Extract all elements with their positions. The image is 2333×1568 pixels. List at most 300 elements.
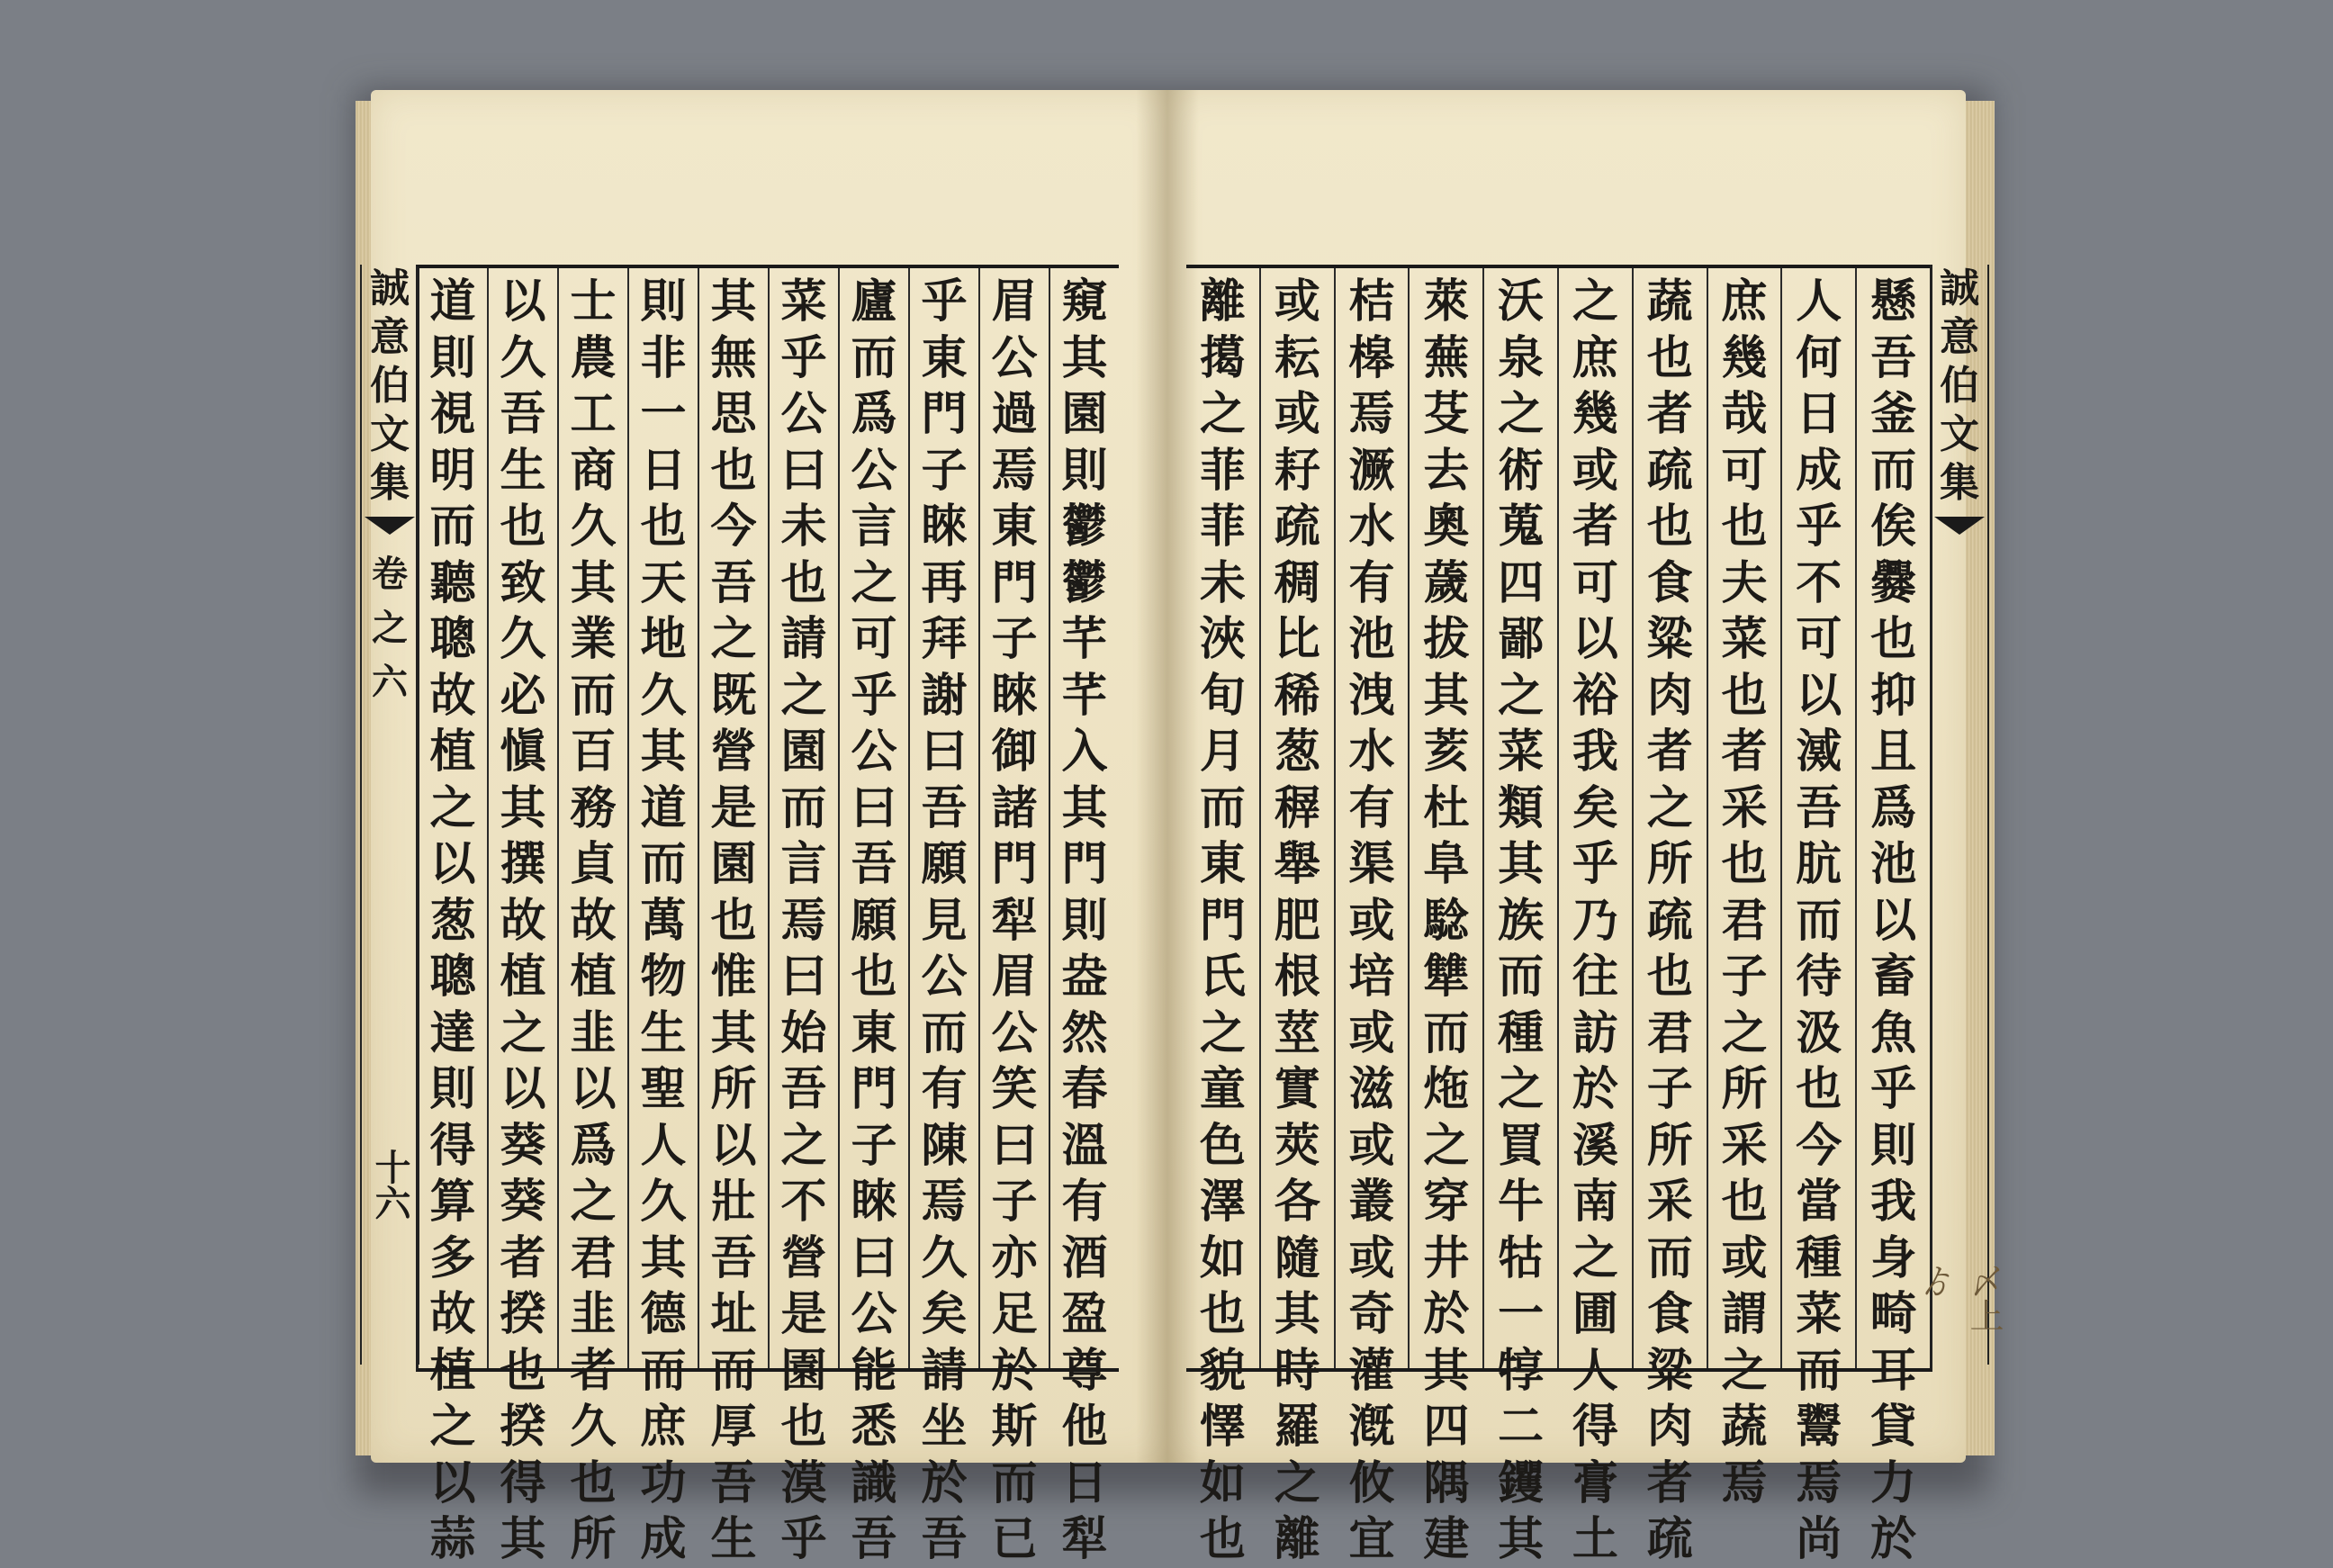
left-text-char: 故 <box>429 668 476 723</box>
right-text-char: 離 <box>1199 275 1246 329</box>
left-text-char: 門 <box>1061 837 1108 891</box>
right-text-char: 蒐 <box>1498 500 1545 554</box>
left-text-char: 然 <box>1061 1005 1108 1060</box>
right-text-char: 之 <box>1572 275 1618 329</box>
left-text-char: 久 <box>640 1175 687 1229</box>
left-text-char: 門 <box>851 1062 897 1116</box>
left-text-char: 窺 <box>1061 275 1108 329</box>
left-text-char: 之 <box>780 668 827 723</box>
right-text-char: 渠 <box>1348 837 1395 891</box>
left-text-char: 愼 <box>500 725 546 779</box>
left-text-char: 謝 <box>921 668 968 723</box>
right-text-char: 肮 <box>1796 837 1842 891</box>
left-text-char: 過 <box>991 387 1038 441</box>
right-text-char: 舉 <box>1274 837 1320 891</box>
right-text-char: 洩 <box>1348 668 1395 723</box>
left-text-char: 厚 <box>710 1400 757 1454</box>
right-text-char: 四 <box>1423 1400 1470 1454</box>
left-text-char: 君 <box>570 1230 617 1285</box>
right-text-char: 魚 <box>1870 1005 1917 1060</box>
right-text-char: 懌 <box>1199 1400 1246 1454</box>
right-text-column <box>1482 268 1557 1566</box>
left-text-char: 則 <box>1061 893 1108 948</box>
left-text-char: 蒜 <box>429 1512 476 1566</box>
left-text-char: 久 <box>570 1400 617 1454</box>
right-text-char: 薉 <box>1423 555 1470 610</box>
right-text-char: 或 <box>1348 1005 1395 1060</box>
right-text-char: 之 <box>1274 1455 1320 1510</box>
right-text-char: 爨 <box>1870 555 1917 610</box>
right-text-char: 吾 <box>1796 780 1842 835</box>
left-page-text-frame <box>416 265 1119 1566</box>
right-text-char: 培 <box>1348 950 1395 1004</box>
left-text-char: 其 <box>500 1512 546 1566</box>
right-text-char: 疏 <box>1646 893 1693 948</box>
right-text-char: 疏 <box>1646 1512 1693 1566</box>
left-text-char: 所 <box>710 1062 757 1116</box>
left-text-char: 芊 <box>1061 612 1108 666</box>
left-text-char: 子 <box>921 443 968 498</box>
right-text-char: 也 <box>1721 837 1768 891</box>
left-text-char: 吾 <box>851 837 897 891</box>
right-text-char: 汲 <box>1796 1005 1842 1060</box>
volume-char: 卷 <box>372 553 408 595</box>
right-text-char: 者 <box>1646 387 1693 441</box>
left-text-char: 其 <box>710 275 757 329</box>
right-title-char: 意 <box>1940 314 1979 360</box>
left-text-char: 以 <box>710 1118 757 1173</box>
right-text-char: 可 <box>1721 443 1768 498</box>
left-text-char: 思 <box>710 387 757 441</box>
right-text-char: 㵄 <box>1796 725 1842 779</box>
left-text-char: 揆 <box>500 1287 546 1341</box>
right-text-char: 於 <box>1870 1512 1917 1566</box>
left-text-char: 久 <box>570 500 617 554</box>
left-text-char: 公 <box>780 387 827 441</box>
left-text-char: 門 <box>921 387 968 441</box>
right-text-char: 幾 <box>1572 387 1618 441</box>
left-text-char: 則 <box>429 330 476 385</box>
left-text-char: 睞 <box>921 500 968 554</box>
left-text-column <box>978 268 1049 1566</box>
right-text-char: 吾 <box>1870 330 1917 385</box>
right-text-char: 穿 <box>1423 1175 1470 1229</box>
left-text-char: 視 <box>429 387 476 441</box>
left-text-char: 之 <box>851 555 897 610</box>
left-text-char: 韭 <box>570 1287 617 1341</box>
left-text-char: 有 <box>921 1062 968 1116</box>
right-text-char: 灌 <box>1348 1343 1395 1398</box>
right-text-char: 鬻 <box>1796 1400 1842 1454</box>
right-text-char: 之 <box>1498 387 1545 441</box>
left-text-char: 植 <box>500 950 546 1004</box>
left-text-char: 也 <box>500 500 546 554</box>
right-text-char: 爲 <box>1870 780 1917 835</box>
right-text-char: 萊 <box>1423 275 1470 329</box>
right-title-char: 文 <box>1940 411 1979 457</box>
left-text-char: 言 <box>780 837 827 891</box>
left-text-char: 睞 <box>851 1175 897 1229</box>
right-text-char: 溪 <box>1572 1118 1618 1173</box>
left-text-char: 日 <box>1061 1455 1108 1510</box>
left-text-char: 其 <box>640 1230 687 1285</box>
left-text-char: 既 <box>710 668 757 723</box>
left-text-char: 尊 <box>1061 1343 1108 1398</box>
left-text-char: 他 <box>1061 1400 1108 1454</box>
right-text-char: 各 <box>1274 1175 1320 1229</box>
left-title-char: 集 <box>370 460 410 506</box>
left-text-char: 德 <box>640 1287 687 1341</box>
left-text-char: 能 <box>851 1343 897 1398</box>
left-text-char: 其 <box>500 780 546 835</box>
right-text-char: 之 <box>1498 668 1545 723</box>
left-text-char: 惟 <box>710 950 757 1004</box>
right-text-char: 钁 <box>1498 1455 1545 1510</box>
left-text-char: 乎 <box>780 330 827 385</box>
left-text-char: 再 <box>921 555 968 610</box>
right-text-char: 訪 <box>1572 1005 1618 1060</box>
right-text-char: 身 <box>1870 1230 1917 1285</box>
left-text-char: 公 <box>851 1287 897 1341</box>
right-text-char: 者 <box>1646 1455 1693 1510</box>
left-text-char: 爲 <box>570 1118 617 1173</box>
left-text-char: 漠 <box>780 1455 827 1510</box>
left-text-char: 以 <box>500 275 546 329</box>
left-text-char: 是 <box>710 780 757 835</box>
left-text-char: 吾 <box>921 780 968 835</box>
left-text-char: 始 <box>780 1005 827 1060</box>
right-text-char: 澤 <box>1199 1175 1246 1229</box>
right-text-char: 日 <box>1796 387 1842 441</box>
right-text-char: 所 <box>1646 837 1693 891</box>
right-text-char: 四 <box>1498 555 1545 610</box>
left-text-char: 聰 <box>429 612 476 666</box>
left-text-char: 道 <box>640 780 687 835</box>
right-text-char: 圃 <box>1572 1287 1618 1341</box>
right-text-char: 幾 <box>1721 330 1768 385</box>
left-text-char: 公 <box>921 950 968 1004</box>
left-text-char: 得 <box>429 1118 476 1173</box>
left-title-char: 誠 <box>370 266 410 311</box>
left-text-char: 植 <box>570 950 617 1004</box>
left-text-char: 園 <box>780 725 827 779</box>
left-text-char: 曰 <box>780 950 827 1004</box>
left-text-char: 子 <box>991 1175 1038 1229</box>
left-text-char: 則 <box>1061 443 1108 498</box>
left-text-char: 聽 <box>429 555 476 610</box>
left-text-char: 壯 <box>710 1175 757 1229</box>
left-text-char: 吾 <box>851 1512 897 1566</box>
corner-mark: 〆上ゟ <box>1914 1264 2004 1332</box>
right-text-char: 也 <box>1721 500 1768 554</box>
left-text-column <box>1049 268 1119 1566</box>
left-text-char: 焉 <box>991 443 1038 498</box>
left-text-char: 也 <box>500 1343 546 1398</box>
left-text-char: 則 <box>640 275 687 329</box>
right-text-char: 畜 <box>1870 950 1917 1004</box>
right-text-char: 稺 <box>1274 780 1320 835</box>
right-text-char: 之 <box>1646 780 1693 835</box>
right-text-char: 蕪 <box>1423 330 1470 385</box>
right-text-char: 以 <box>1572 612 1618 666</box>
left-text-column <box>908 268 978 1566</box>
right-text-char: 尚 <box>1796 1512 1842 1566</box>
right-text-char: 而 <box>1870 443 1917 498</box>
right-text-char: 騐 <box>1423 893 1470 948</box>
fishtail-mark-icon <box>365 517 415 535</box>
left-text-char: 植 <box>429 725 476 779</box>
right-text-char: 焉 <box>1721 1455 1768 1510</box>
right-text-char: 於 <box>1423 1287 1470 1341</box>
left-text-char: 務 <box>570 780 617 835</box>
left-text-char: 曰 <box>851 780 897 835</box>
right-text-char: 實 <box>1274 1062 1320 1116</box>
right-text-char: 建 <box>1423 1512 1470 1566</box>
left-text-char: 以 <box>429 837 476 891</box>
left-text-char: 久 <box>500 330 546 385</box>
left-text-char: 一 <box>640 387 687 441</box>
right-text-char: 水 <box>1348 500 1395 554</box>
right-text-char: 泉 <box>1498 330 1545 385</box>
right-text-char: 采 <box>1721 1118 1768 1173</box>
right-text-char: 隅 <box>1423 1455 1470 1510</box>
right-text-char: 乃 <box>1572 893 1618 948</box>
right-text-char: 㵐 <box>1348 443 1395 498</box>
left-text-char: 乎 <box>921 275 968 329</box>
right-text-char: 莖 <box>1274 1005 1320 1060</box>
left-text-char: 葱 <box>429 893 476 948</box>
right-text-char: 叢 <box>1348 1175 1395 1229</box>
right-text-char: 力 <box>1870 1455 1917 1510</box>
right-text-char: 時 <box>1274 1343 1320 1398</box>
right-text-char: 色 <box>1199 1118 1246 1173</box>
right-text-char: 離 <box>1274 1512 1320 1566</box>
right-text-char: 肉 <box>1646 668 1693 723</box>
left-text-char: 之 <box>780 1118 827 1173</box>
left-text-char: 門 <box>991 837 1038 891</box>
page-number: 十六 <box>369 1149 411 1221</box>
left-text-char: 道 <box>429 275 476 329</box>
left-text-char: 東 <box>851 1005 897 1060</box>
left-title-char: 文 <box>370 411 410 457</box>
right-text-char: 井 <box>1423 1230 1470 1285</box>
left-text-char: 而 <box>851 330 897 385</box>
left-text-char: 願 <box>921 837 968 891</box>
left-text-char: 鬱 <box>1061 555 1108 610</box>
right-text-char: 術 <box>1498 443 1545 498</box>
left-title-char: 意 <box>370 314 410 360</box>
left-text-char: 生 <box>640 1005 687 1060</box>
right-text-char: 待 <box>1796 950 1842 1004</box>
right-text-char: 疏 <box>1646 443 1693 498</box>
right-text-column <box>1780 268 1855 1566</box>
right-text-column <box>1632 268 1707 1566</box>
left-text-char: 睞 <box>991 668 1038 723</box>
left-text-char: 盈 <box>1061 1287 1108 1341</box>
left-text-char: 願 <box>851 893 897 948</box>
right-text-char: 君 <box>1721 893 1768 948</box>
right-text-char: 有 <box>1348 555 1395 610</box>
left-text-char: 其 <box>1061 780 1108 835</box>
right-text-char: 南 <box>1572 1175 1618 1229</box>
right-text-char: 犨 <box>1423 950 1470 1004</box>
right-text-char: 芟 <box>1423 387 1470 441</box>
left-text-char: 葵 <box>500 1175 546 1229</box>
left-text-char: 曰 <box>780 443 827 498</box>
right-text-char: 以 <box>1796 668 1842 723</box>
left-text-char: 眉 <box>991 950 1038 1004</box>
left-text-char: 得 <box>500 1455 546 1510</box>
right-text-char: 其 <box>1423 668 1470 723</box>
right-text-char: 或 <box>1572 443 1618 498</box>
right-text-char: 稠 <box>1274 555 1320 610</box>
left-text-char: 算 <box>429 1175 476 1229</box>
left-text-char: 而 <box>640 837 687 891</box>
right-text-char: 肉 <box>1646 1400 1693 1454</box>
left-text-char: 植 <box>429 1343 476 1398</box>
left-text-char: 曰 <box>851 1230 897 1285</box>
right-text-char: 之 <box>1572 1230 1618 1285</box>
right-text-char: 比 <box>1274 612 1320 666</box>
right-text-char: 可 <box>1572 555 1618 610</box>
right-text-char: 焉 <box>1348 387 1395 441</box>
left-text-char: 其 <box>570 555 617 610</box>
right-text-char: 俟 <box>1870 500 1917 554</box>
right-text-column <box>1334 268 1409 1566</box>
left-text-char: 公 <box>851 725 897 779</box>
right-text-char: 葱 <box>1274 725 1320 779</box>
left-text-char: 廬 <box>851 275 897 329</box>
right-text-char: 杜 <box>1423 780 1470 835</box>
right-text-char: 以 <box>1870 893 1917 948</box>
right-text-char: 如 <box>1199 1455 1246 1510</box>
left-text-char: 入 <box>1061 725 1108 779</box>
left-text-char: 酒 <box>1061 1230 1108 1285</box>
right-text-char: 人 <box>1572 1343 1618 1398</box>
left-text-char: 笑 <box>991 1062 1038 1116</box>
right-text-char: 也 <box>1199 1512 1246 1566</box>
left-text-char: 天 <box>640 555 687 610</box>
right-text-char: 庶 <box>1572 330 1618 385</box>
right-text-column <box>1855 268 1930 1566</box>
right-text-char: 攸 <box>1348 1455 1395 1510</box>
right-text-char: 當 <box>1796 1175 1842 1229</box>
right-text-char: 者 <box>1721 725 1768 779</box>
left-text-char: 農 <box>570 330 617 385</box>
right-text-char: 得 <box>1572 1400 1618 1454</box>
right-text-char: 我 <box>1572 725 1618 779</box>
right-text-char: 桔 <box>1348 275 1395 329</box>
right-title-char: 伯 <box>1940 363 1979 409</box>
right-text-char: 土 <box>1572 1512 1618 1566</box>
right-text-char: 耳 <box>1870 1343 1917 1398</box>
left-text-char: 致 <box>500 555 546 610</box>
right-text-char: 矣 <box>1572 780 1618 835</box>
left-text-char: 是 <box>780 1287 827 1341</box>
left-text-char: 乎 <box>780 1512 827 1566</box>
left-text-char: 之 <box>570 1175 617 1229</box>
left-text-char: 久 <box>640 668 687 723</box>
right-text-char: 其 <box>1498 1512 1545 1566</box>
right-text-char: 宜 <box>1348 1512 1395 1566</box>
right-text-char: 拔 <box>1423 612 1470 666</box>
right-text-char: 焉 <box>1796 1455 1842 1510</box>
right-text-char: 擖 <box>1199 330 1246 385</box>
right-text-char: 池 <box>1348 612 1395 666</box>
right-text-char: 其 <box>1274 1287 1320 1341</box>
right-text-char: 旬 <box>1199 668 1246 723</box>
right-text-char: 而 <box>1199 780 1246 835</box>
left-text-char: 吾 <box>780 1062 827 1116</box>
left-text-char: 犁 <box>1061 1512 1108 1566</box>
right-page-text-frame <box>1186 265 1932 1566</box>
left-text-char: 東 <box>921 330 968 385</box>
right-text-char: 畸 <box>1870 1287 1917 1341</box>
right-text-char: 浹 <box>1199 612 1246 666</box>
left-text-char: 庶 <box>640 1400 687 1454</box>
left-text-char: 之 <box>710 612 757 666</box>
left-text-char: 東 <box>991 500 1038 554</box>
right-text-column <box>1557 268 1632 1566</box>
left-text-char: 以 <box>429 1455 476 1510</box>
left-text-char: 未 <box>780 500 827 554</box>
right-text-char: 門 <box>1199 893 1246 948</box>
right-text-char: 也 <box>1646 500 1693 554</box>
left-page-columns <box>419 268 1119 1566</box>
left-text-column <box>838 268 908 1566</box>
left-text-char: 請 <box>921 1343 968 1398</box>
right-text-char: 今 <box>1796 1118 1842 1173</box>
right-page-columns <box>1186 268 1930 1566</box>
left-text-char: 以 <box>570 1062 617 1116</box>
right-text-char: 鄙 <box>1498 612 1545 666</box>
right-text-char: 則 <box>1870 1118 1917 1173</box>
right-text-char: 水 <box>1348 725 1395 779</box>
right-text-char: 氏 <box>1199 950 1246 1004</box>
left-text-char: 必 <box>500 668 546 723</box>
right-text-column <box>1408 268 1482 1566</box>
right-text-char: 且 <box>1870 725 1917 779</box>
left-text-char: 諸 <box>991 780 1038 835</box>
left-text-char: 矣 <box>921 1287 968 1341</box>
right-text-char: 粱 <box>1646 1343 1693 1398</box>
right-text-char: 種 <box>1498 1005 1545 1060</box>
left-text-column <box>768 268 838 1566</box>
right-text-char: 子 <box>1721 950 1768 1004</box>
right-text-char: 而 <box>1646 1230 1693 1285</box>
right-text-char: 有 <box>1348 780 1395 835</box>
left-text-char: 盎 <box>1061 950 1108 1004</box>
right-text-char: 買 <box>1498 1118 1545 1173</box>
right-text-char: 奧 <box>1423 500 1470 554</box>
left-text-char: 之 <box>500 1005 546 1060</box>
right-text-char: 庶 <box>1721 275 1768 329</box>
left-text-char: 其 <box>710 1005 757 1060</box>
right-text-char: 月 <box>1199 725 1246 779</box>
left-text-char: 焉 <box>780 893 827 948</box>
left-text-char: 址 <box>710 1287 757 1341</box>
right-text-char: 也 <box>1721 668 1768 723</box>
right-text-char: 何 <box>1796 330 1842 385</box>
right-text-char: 池 <box>1870 837 1917 891</box>
right-text-char: 而 <box>1796 1343 1842 1398</box>
left-text-char: 撰 <box>500 837 546 891</box>
left-text-char: 眉 <box>991 275 1038 329</box>
right-text-char: 也 <box>1646 330 1693 385</box>
left-text-char: 久 <box>921 1230 968 1285</box>
right-text-char: 乎 <box>1572 837 1618 891</box>
right-text-char: 乎 <box>1796 500 1842 554</box>
